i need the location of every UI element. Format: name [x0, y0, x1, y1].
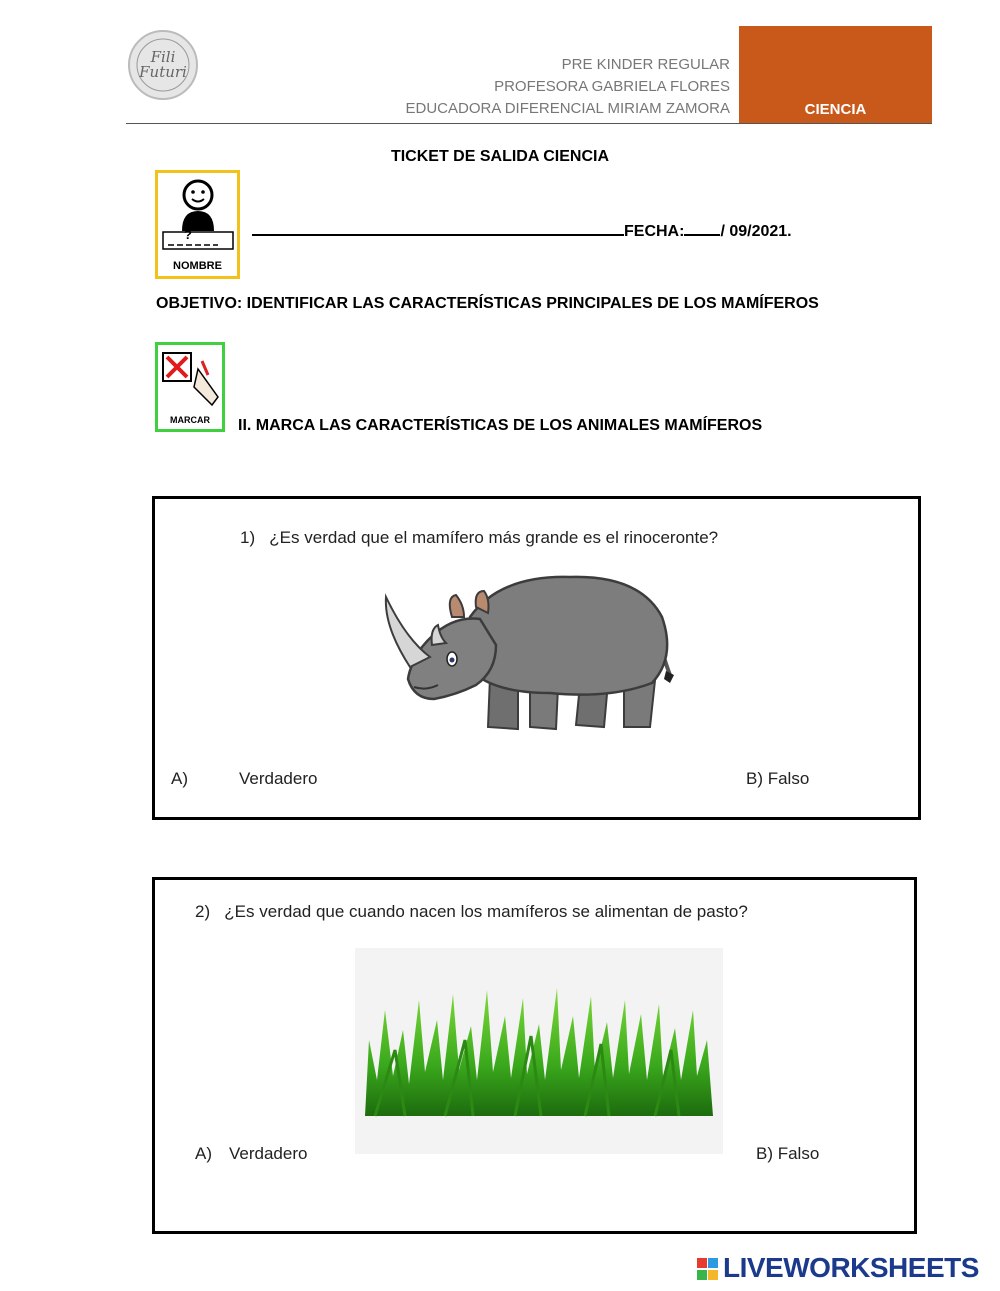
grass-image [355, 980, 723, 1120]
question-2-option-a-letter[interactable]: A) [195, 1144, 212, 1163]
question-1-text [240, 528, 718, 548]
question-2-box [152, 877, 917, 1234]
header-line-educator: EDUCADORA DIFERENCIAL MIRIAM ZAMORA [405, 100, 730, 117]
header-info [300, 54, 730, 120]
checkbox-x-icon [158, 347, 222, 413]
name-pictogram [155, 170, 240, 279]
name-mark: ? [184, 227, 192, 242]
name-date-line [252, 220, 792, 241]
mark-pictogram [155, 342, 225, 432]
question-1-option-b[interactable]: B) Falso [746, 769, 810, 788]
subject-label: CIENCIA [804, 101, 867, 118]
question-1-option-a-letter[interactable]: A) [171, 769, 188, 788]
name-field[interactable] [252, 220, 624, 236]
rhinoceros-image [380, 567, 690, 737]
brand-text: LIVEWORKSHEETS [723, 1252, 979, 1283]
day-field[interactable] [684, 220, 720, 236]
question-2-text [195, 902, 748, 922]
liveworksheets-brand [697, 1252, 979, 1284]
question-1-number: 1) [240, 528, 256, 547]
date-suffix: / 09/2021. [720, 223, 792, 240]
question-2-prompt: ¿Es verdad que cuando nacen los mamíferos se alimentan de pasto? [224, 902, 748, 921]
instruction-text: II. MARCA LAS CARACTERÍSTICAS DE LOS ANIMALES MAMÍFEROS [238, 417, 763, 434]
person-icon [158, 175, 237, 255]
logo-text: Fili Futuri [139, 48, 187, 81]
header-line-teacher: PROFESORA GABRIELA FLORES [494, 78, 730, 95]
question-2-number: 2) [195, 902, 211, 921]
question-2-option-b[interactable]: B) Falso [756, 1144, 820, 1163]
question-1-prompt: ¿Es verdad que el mamífero más grande es el rinoceronte? [269, 528, 719, 547]
mark-pictogram-label: MARCAR [170, 415, 210, 425]
question-2-option-a[interactable]: Verdadero [229, 1144, 308, 1163]
objective-text: OBJETIVO: IDENTIFICAR LAS CARACTERÍSTICAS PRINCIPALES DE LOS MAMÍFEROS [156, 295, 819, 312]
header-divider [126, 123, 932, 124]
worksheet-title: TICKET DE SALIDA CIENCIA [390, 148, 610, 165]
brand-logo-icon [697, 1258, 719, 1282]
school-logo [126, 28, 200, 102]
subject-banner [739, 26, 932, 124]
header-line-grade: PRE KINDER REGULAR [561, 56, 730, 73]
name-pictogram-label: NOMBRE [173, 260, 222, 272]
date-label: FECHA: [624, 223, 685, 240]
question-1-option-a[interactable]: Verdadero [239, 769, 318, 788]
question-1-box [152, 496, 921, 820]
